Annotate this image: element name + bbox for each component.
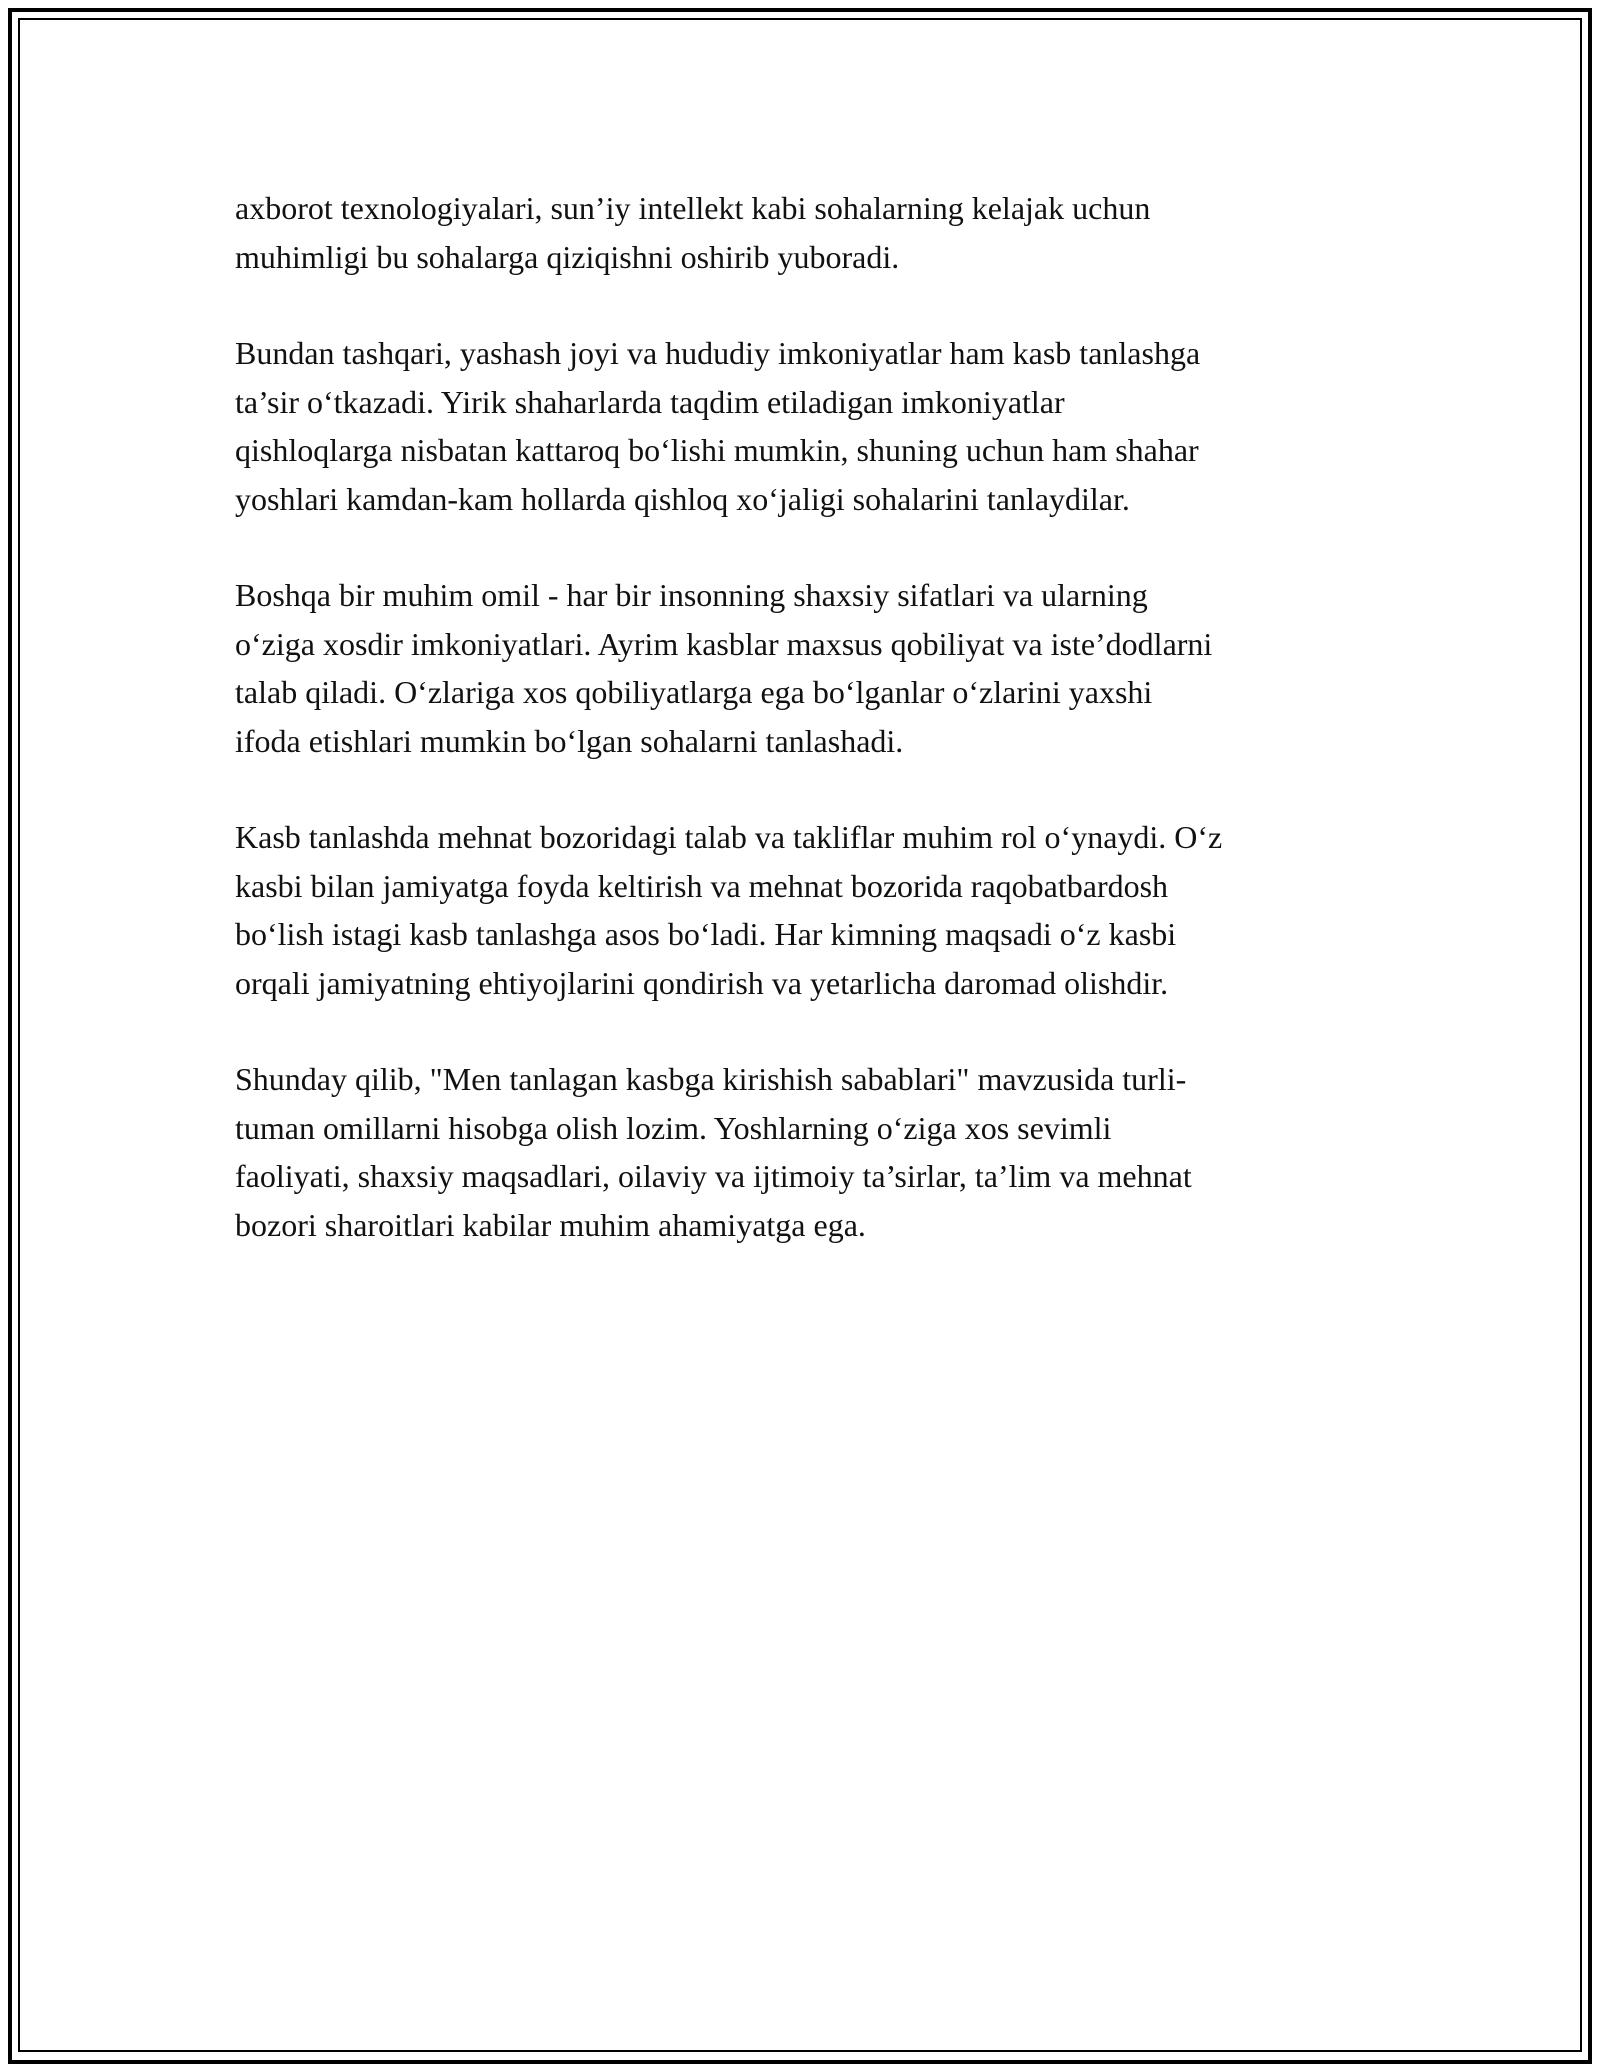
paragraph-5 <box>235 1055 1385 1249</box>
paragraph-1 <box>235 184 1385 281</box>
text-line: Bundan tashqari, yashash joyi va hududiy imkoniyatlar ham kasb tanlashga <box>235 335 1201 371</box>
text-line: axborot texnologiyalari, sun’iy intellekt kabi sohalarning kelajak uchun <box>235 190 1151 226</box>
text-line: bozori sharoitlari kabilar muhim ahamiyatga ega. <box>235 1206 866 1243</box>
text-line: o‘ziga xosdir imkoniyatlari. Ayrim kasblar maxsus qobiliyat va iste’dodlarni <box>235 625 1213 662</box>
text-line: Shunday qilib, "Men tanlagan kasbga kirishish sabablari" mavzusida turli- <box>235 1061 1187 1097</box>
text-line: bo‘lish istagi kasb tanlashga asos bo‘ladi. Har kimning maqsadi o‘z kasbi <box>235 916 1177 952</box>
text-line: ta’sir o‘tkazadi. Yirik shaharlarda taqdim etiladigan imkoniyatlar <box>235 383 1065 420</box>
document-body <box>235 184 1385 1297</box>
text-line: Boshqa bir muhim omil - har bir insonning shaxsiy sifatlari va ularning <box>235 577 1148 613</box>
text-line: yoshlari kamdan-kam hollarda qishloq xo‘jaligi sohalarini tanlaydilar. <box>235 480 1130 517</box>
text-line: kasbi bilan jamiyatga foyda keltirish va mehnat bozorida raqobatbardosh <box>235 867 1169 904</box>
text-line: qishloqlarga nisbatan kattaroq bo‘lishi mumkin, shuning uchun ham shahar <box>235 432 1199 468</box>
text-line: faoliyati, shaxsiy maqsadlari, oilaviy va ijtimoiy ta’sirlar, ta’lim va mehnat <box>235 1158 1192 1194</box>
text-line: tuman omillarni hisobga olish lozim. Yoshlarning o‘ziga xos sevimli <box>235 1109 1112 1146</box>
text-line: ifoda etishlari mumkin bo‘lgan sohalarni tanlashadi. <box>235 722 904 759</box>
paragraph-4 <box>235 813 1385 1007</box>
text-line: talab qiladi. O‘zlariga xos qobiliyatlarga ega bo‘lganlar o‘zlarini yaxshi <box>235 674 1153 710</box>
text-line: Kasb tanlashda mehnat bozoridagi talab va takliflar muhim rol o‘ynaydi. O‘z <box>235 819 1223 855</box>
paragraph-3 <box>235 571 1385 765</box>
text-line: orqali jamiyatning ehtiyojlarini qondirish va yetarlicha daromad olishdir. <box>235 964 1169 1001</box>
paragraph-2 <box>235 329 1385 523</box>
text-line: muhimligi bu sohalarga qiziqishni oshirib yuboradi. <box>235 238 900 275</box>
